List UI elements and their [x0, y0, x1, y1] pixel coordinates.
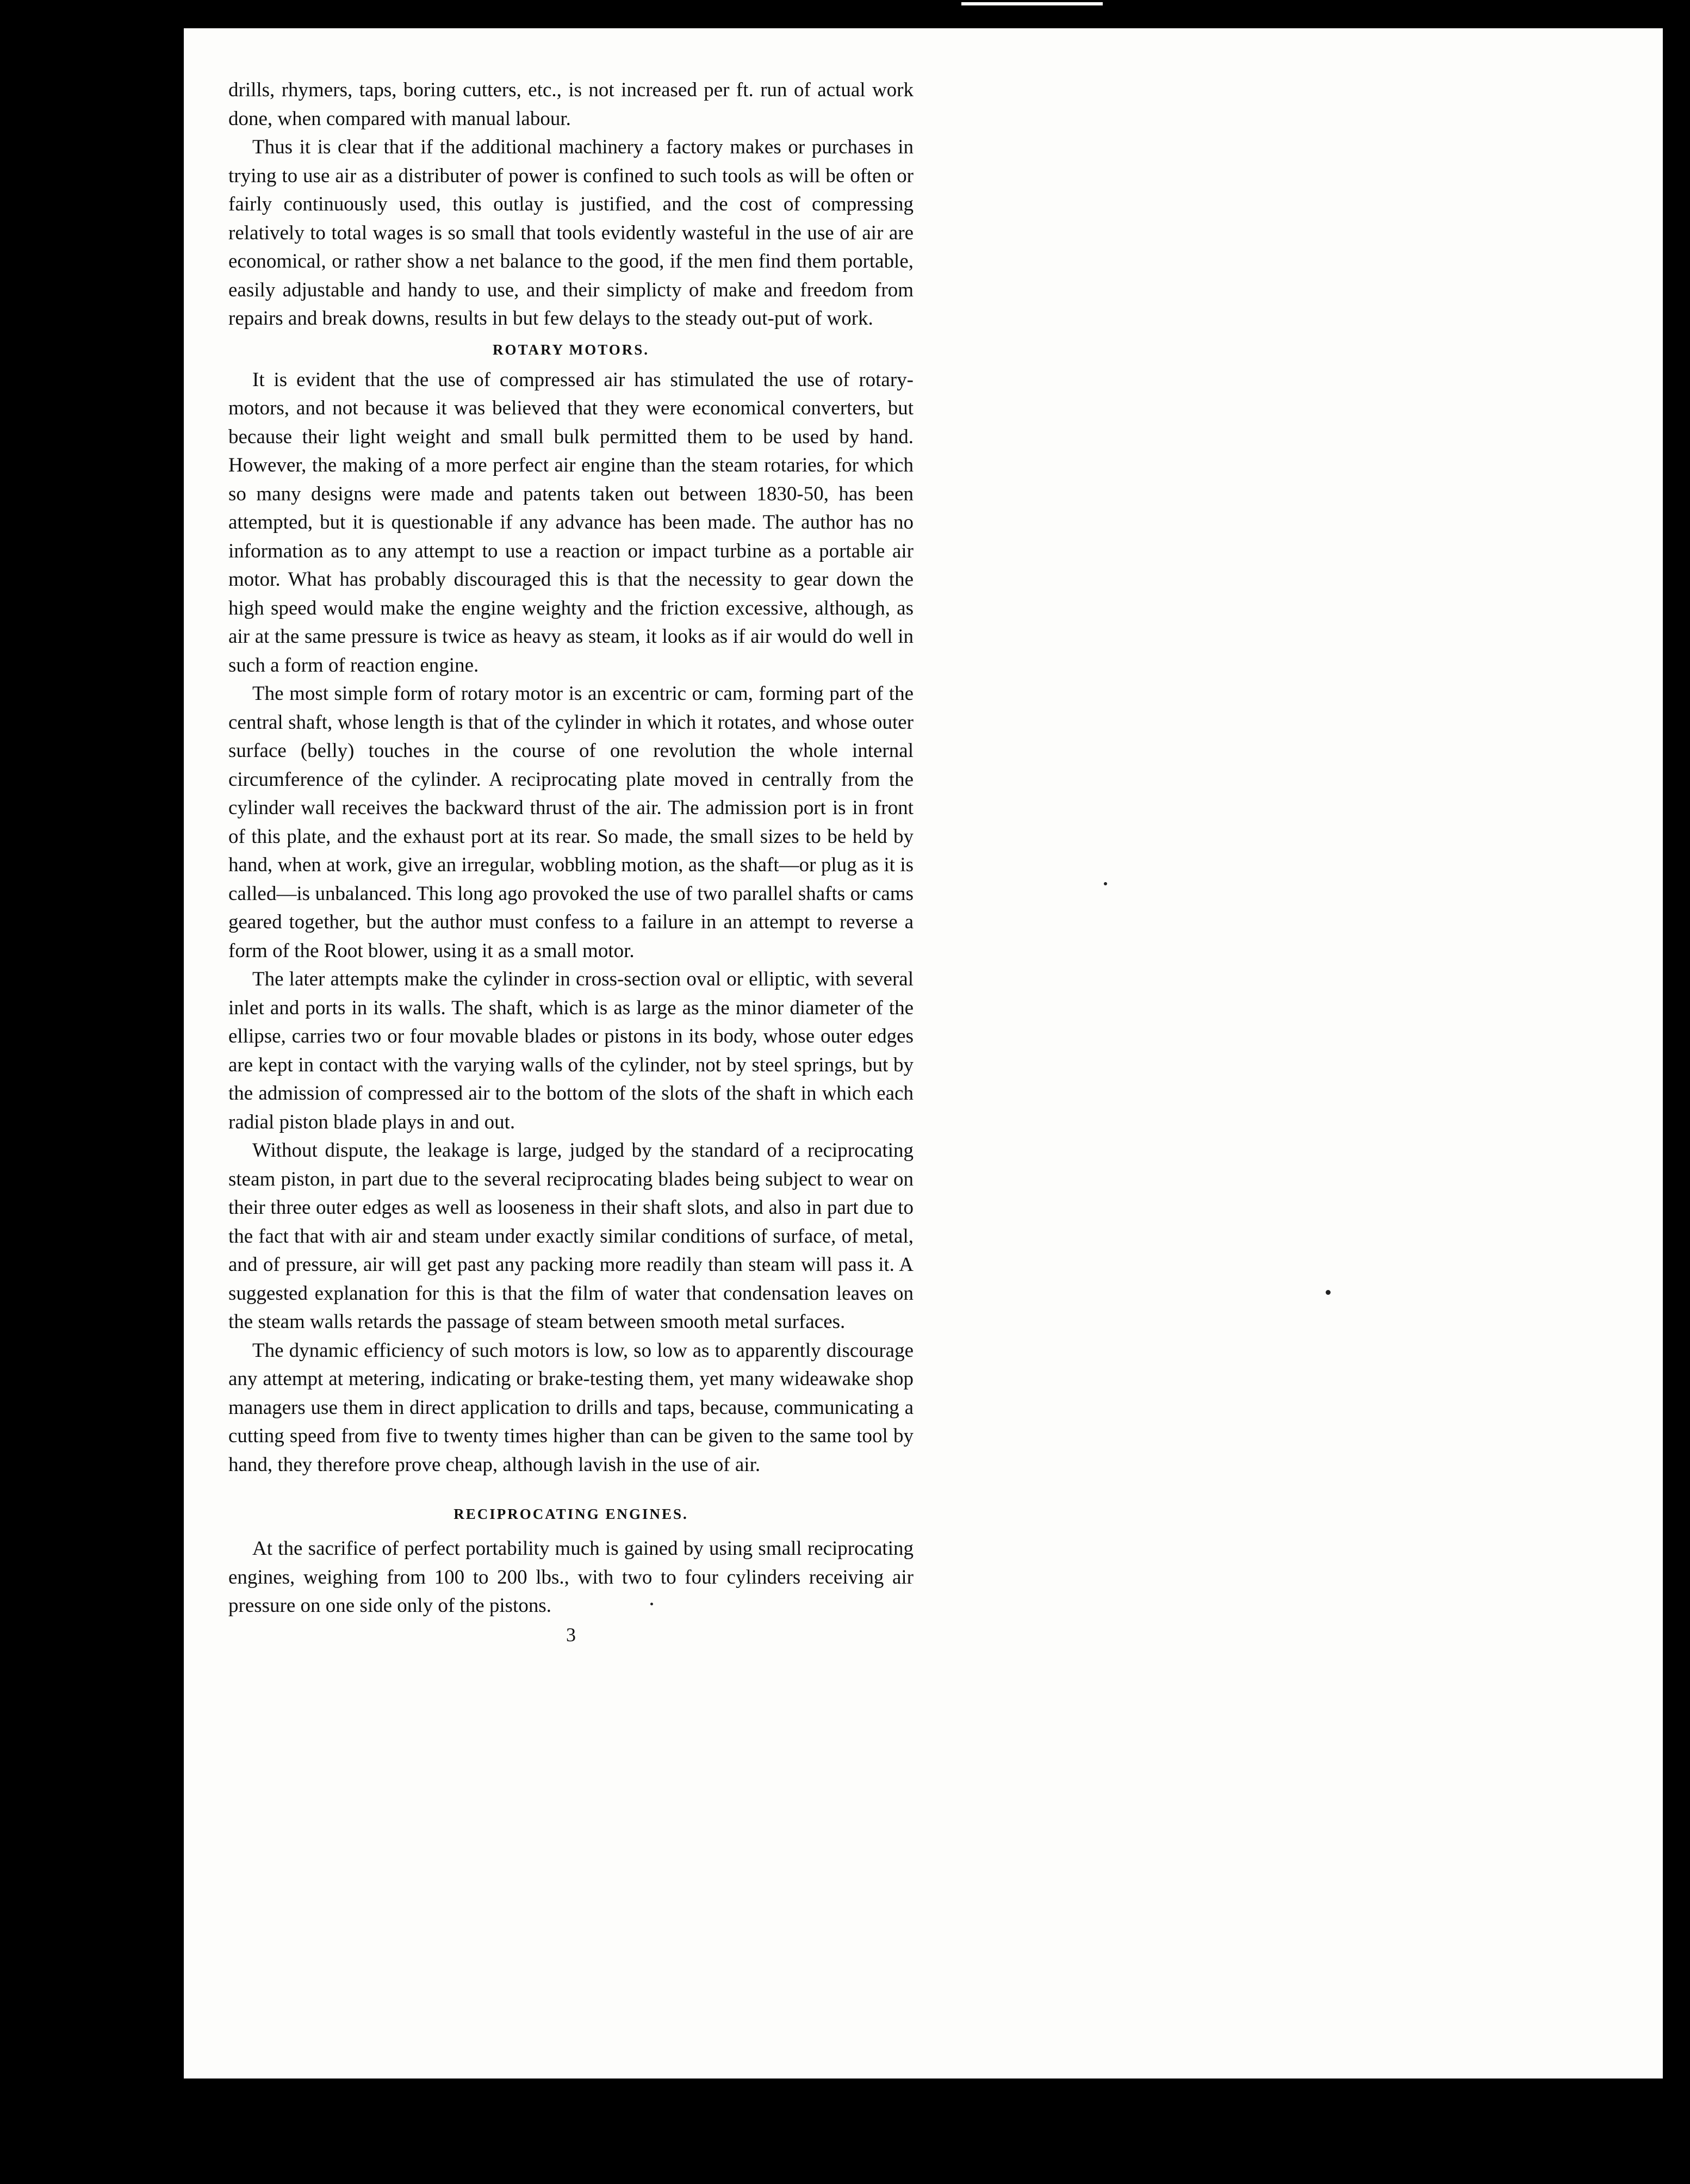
paragraph: The most simple form of rotary motor is an excentric or cam, forming part of the central shaft, whose length is that of the cylinder in which it rotates, and whose outer surface (belly) touches in the course of one revolution the whole internal circumference of the cylinder. A reciprocating plate moved in centrally from the cylinder wall receives the backward thrust of the air. The admission port is in front of this plate, and the exhaust port at its rear. So made, the small sizes to be held by hand, when at work, give an irregular, wobbling motion, as the shaft—or plug as it is called—is unbalanced. This long ago provoked the use of two parallel shafts or cams geared together, but the author must confess to a failure in an attempt to reverse a form of the Root blower, using it as a small motor. [228, 682, 914, 962]
paragraph: drills, rhymers, taps, boring cutters, etc., is not increased per ft. run of actual work done, when compared with manual labour. [228, 79, 914, 130]
speck [1326, 1290, 1331, 1295]
paragraph: At the sacrifice of perfect portability much is gained by using small reciprocating engines, weighing from 100 to 200 lbs., with two to four cylinders receiving air pressure on one side only of the pistons. [228, 1537, 914, 1617]
edge-mark [961, 2, 1103, 5]
paragraph: Thus it is clear that if the additional machinery a factory makes or purchases in trying to use air as a distributer of power is confined to such tools as will be often or fairly continuously used, this outlay is justified, and the cost of compressing relatively to total wages is so small that tools evidently wasteful in the use of air are economical, or rather show a net balance to the good, if the men find them portable, easily adjustable and handy to use, and their simplicty of make and freedom from repairs and break downs, results in but few delays to the steady out-put of work. [228, 136, 914, 330]
paragraph: The dynamic efficiency of such motors is low, so low as to apparently discourage any attempt at metering, indicating or brake-testing them, yet many wideawake shop managers use them in direct application to drills and taps, because, communicating a cutting speed from five to twenty times higher than can be given to the same tool by hand, they therefore prove cheap, although lavish in the use of air. [228, 1339, 914, 1476]
speck [1104, 882, 1107, 885]
article-body [228, 76, 914, 1646]
paragraph: It is evident that the use of compressed air has stimulated the use of rotary-motors, and not because it was believed that they were economical converters, but because their light weight and small bulk permitted them to be used by hand. However, the making of a more perfect air engine than the steam rotaries, for which so many designs were made and patents taken out between 1830-50, has been attempted, but it is questionable if any advance has been made. The author has no information as to any attempt to use a reaction or impact turbine as a portable air motor. What has probably discouraged this is that the necessity to gear down the high speed would make the engine weighty and the friction excessive, although, as air at the same pressure is twice as heavy as steam, it looks as if air would do well in such a form of reaction engine. [228, 368, 914, 677]
section-heading-rotary-motors: ROTARY MOTORS. [492, 341, 650, 358]
paragraph: Without dispute, the leakage is large, judged by the standard of a reciprocating steam piston, in part due to the several reciprocating blades being subject to wear on their three outer edges as well as looseness in their shaft slots, and also in part due to the fact that with air and steam under exactly similar conditions of surface, of metal, and of pressure, air will get past any packing more readily than steam will pass it. A suggested explanation for this is that the film of water that condensation leaves on the steam walls retards the passage of steam between smooth metal surfaces. [228, 1139, 914, 1333]
paragraph: The later attempts make the cylinder in cross-section oval or elliptic, with several inlet and ports in its walls. The shaft, which is as large as the minor diameter of the ellipse, carries two or four movable blades or pistons in its body, whose outer edges are kept in contact with the varying walls of the cylinder, not by steel springs, but by the admission of compressed air to the bottom of the slots of the shaft in which each radial piston blade plays in and out. [228, 968, 914, 1133]
section-heading-reciprocating-engines: RECIPROCATING ENGINES. [453, 1506, 688, 1522]
page-number: 3 [566, 1623, 576, 1646]
